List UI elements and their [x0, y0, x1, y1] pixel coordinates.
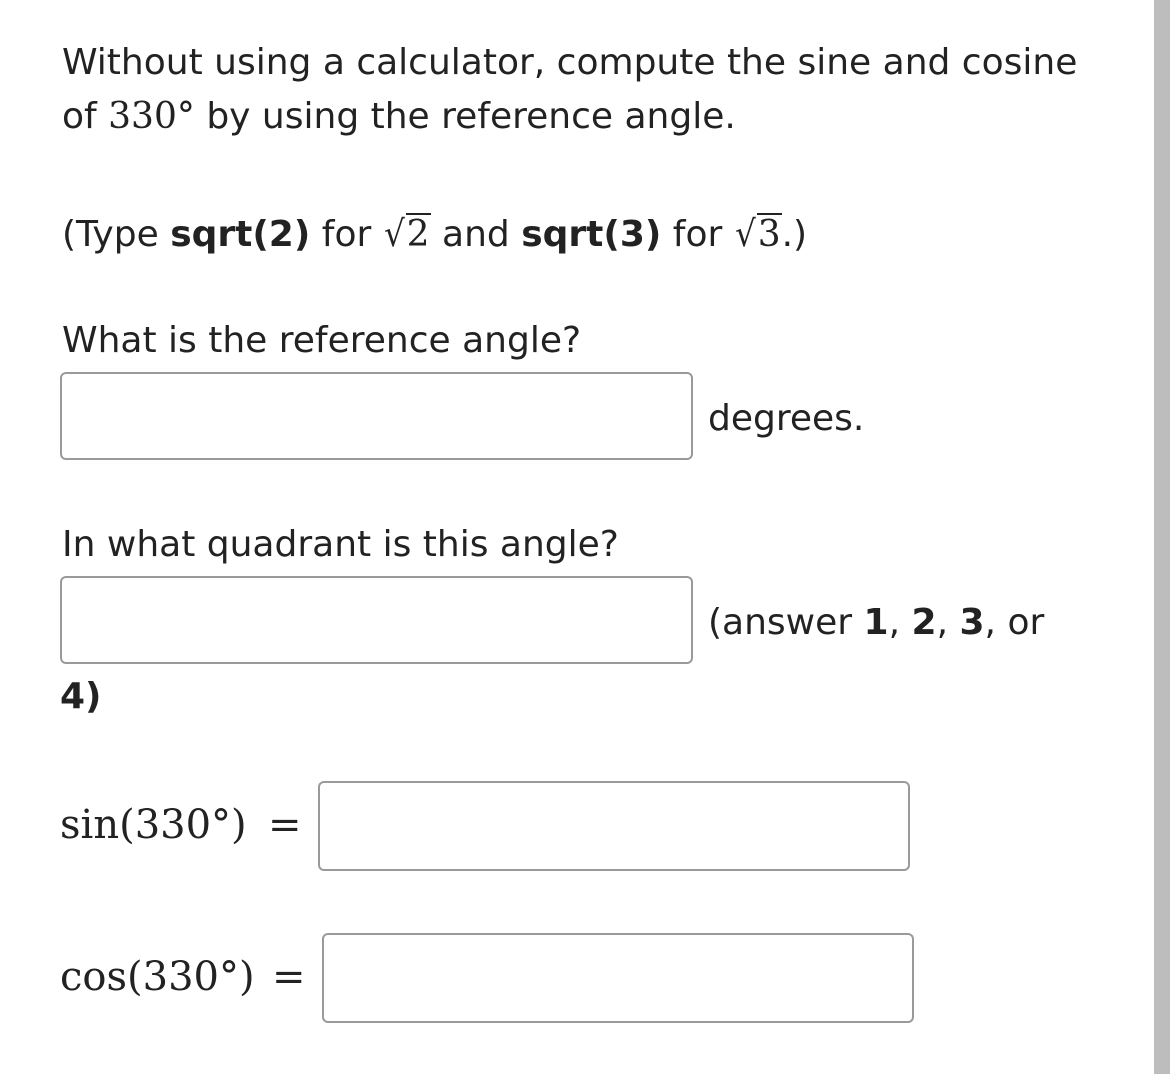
- hint-close: .): [781, 214, 808, 255]
- question-angle: 330°: [108, 96, 195, 137]
- quadrant-or: or: [1007, 602, 1045, 643]
- cosine-equals: =: [272, 954, 306, 1000]
- quadrant-option-2: 2: [911, 602, 937, 643]
- hint-and: and: [442, 214, 510, 255]
- sqrt-2-symbol: √2: [383, 214, 430, 255]
- quadrant-option-1: 1: [863, 602, 889, 643]
- hint-for-2: for: [672, 214, 723, 255]
- sqrt-3-symbol: √3: [734, 214, 781, 255]
- degrees-unit: degrees.: [708, 398, 865, 439]
- quadrant-prompt: In what quadrant is this angle?: [62, 524, 619, 565]
- hint-for-1: for: [321, 214, 372, 255]
- quadrant-input[interactable]: [60, 576, 693, 664]
- hint-sqrt3-code: sqrt(3): [521, 214, 662, 255]
- hint-line: [62, 212, 807, 257]
- cosine-answer-input[interactable]: [322, 933, 914, 1023]
- quadrant-hint: (answer 1, 2, 3, or: [708, 602, 1045, 643]
- sine-label: sin(330°): [60, 802, 247, 848]
- cosine-label: cos(330°): [60, 954, 255, 1000]
- question-line-2: [62, 94, 736, 139]
- question-tail: by using the reference angle.: [206, 96, 736, 137]
- hint-open: (Type: [62, 214, 159, 255]
- quadrant-option-3: 3: [959, 602, 985, 643]
- reference-angle-input[interactable]: [60, 372, 693, 460]
- right-scrollbar-edge: [1154, 0, 1170, 1074]
- reference-prompt: What is the reference angle?: [62, 320, 582, 361]
- sine-answer-input[interactable]: [318, 781, 910, 871]
- question-of: of: [62, 96, 97, 137]
- hint-sqrt2-code: sqrt(2): [170, 214, 311, 255]
- quadrant-option-4: 4): [60, 676, 102, 717]
- question-line-1: Without using a calculator, compute the sine and cosine: [62, 42, 1078, 83]
- sine-equals: =: [268, 802, 302, 848]
- quadrant-hint-open: (answer: [708, 602, 853, 643]
